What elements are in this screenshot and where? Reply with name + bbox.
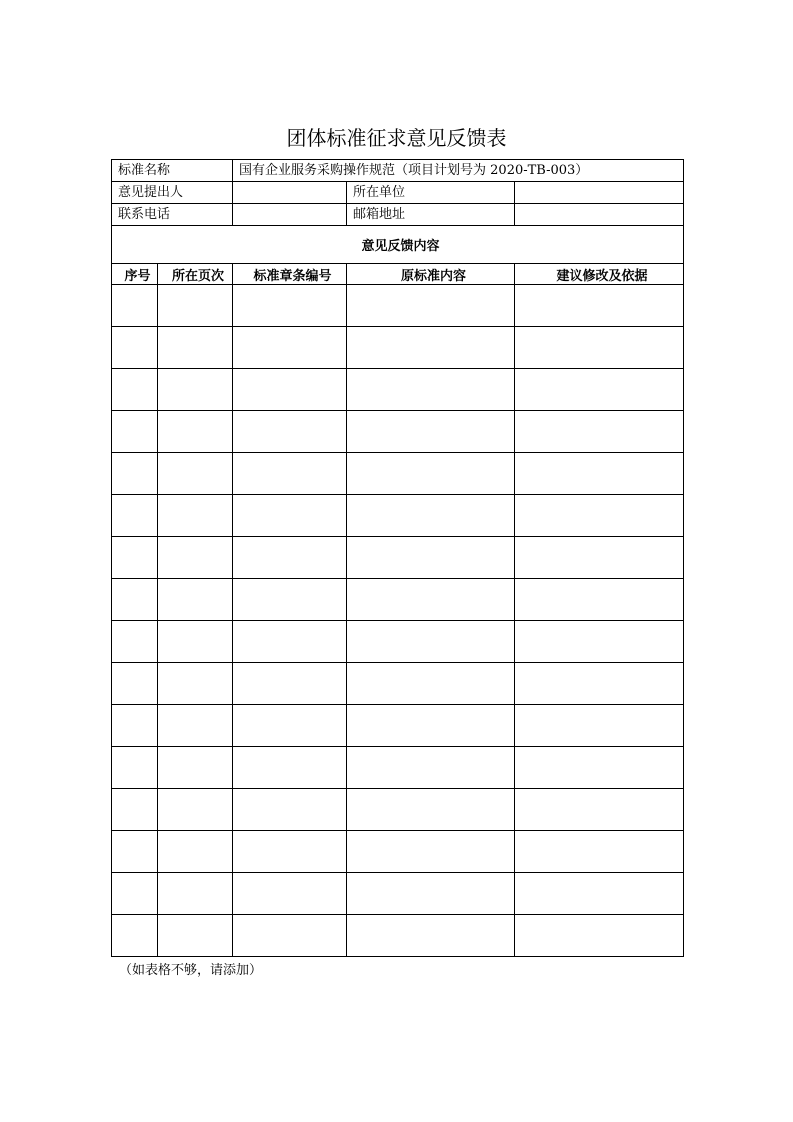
cell-clause[interactable] [233, 495, 347, 537]
cell-clause[interactable] [233, 537, 347, 579]
table-row [112, 747, 684, 789]
cell-clause[interactable] [233, 873, 347, 915]
cell-page[interactable] [158, 453, 233, 495]
proposer-label: 意见提出人 [112, 182, 233, 204]
cell-page[interactable] [158, 831, 233, 873]
cell-page[interactable] [158, 411, 233, 453]
cell-suggestion[interactable] [515, 831, 684, 873]
cell-original[interactable] [347, 537, 515, 579]
cell-clause[interactable] [233, 705, 347, 747]
cell-original[interactable] [347, 831, 515, 873]
section-title: 意见反馈内容 [112, 226, 684, 264]
table-row [112, 453, 684, 495]
cell-page[interactable] [158, 537, 233, 579]
form-title: 团体标准征求意见反馈表 [286, 126, 507, 150]
table-row [112, 495, 684, 537]
cell-suggestion[interactable] [515, 621, 684, 663]
footnote: （如表格不够，请添加） [119, 963, 263, 978]
cell-original[interactable] [347, 285, 515, 327]
email-label: 邮箱地址 [347, 204, 515, 226]
standard-name-label: 标准名称 [112, 160, 233, 182]
cell-original[interactable] [347, 453, 515, 495]
cell-suggestion[interactable] [515, 453, 684, 495]
standard-name-row [112, 160, 684, 182]
column-header-index: 序号 [112, 264, 158, 285]
email-field[interactable] [515, 204, 684, 226]
cell-index[interactable] [112, 327, 158, 369]
table-row [112, 621, 684, 663]
cell-index[interactable] [112, 621, 158, 663]
cell-page[interactable] [158, 747, 233, 789]
standard-name-value[interactable]: 国有企业服务采购操作规范（项目计划号为 2020-TB-003） [233, 160, 684, 182]
proposer-row [112, 182, 684, 204]
cell-index[interactable] [112, 831, 158, 873]
cell-clause[interactable] [233, 453, 347, 495]
unit-label: 所在单位 [347, 182, 515, 204]
cell-suggestion[interactable] [515, 705, 684, 747]
unit-field[interactable] [515, 182, 684, 204]
cell-index[interactable] [112, 285, 158, 327]
table-row [112, 873, 684, 915]
proposer-field[interactable] [233, 182, 347, 204]
cell-suggestion[interactable] [515, 411, 684, 453]
cell-clause[interactable] [233, 327, 347, 369]
cell-suggestion[interactable] [515, 789, 684, 831]
cell-original[interactable] [347, 747, 515, 789]
cell-suggestion[interactable] [515, 663, 684, 705]
cell-clause[interactable] [233, 789, 347, 831]
cell-suggestion[interactable] [515, 747, 684, 789]
cell-page[interactable] [158, 915, 233, 957]
cell-original[interactable] [347, 495, 515, 537]
cell-index[interactable] [112, 747, 158, 789]
cell-clause[interactable] [233, 747, 347, 789]
cell-suggestion[interactable] [515, 369, 684, 411]
cell-suggestion[interactable] [515, 537, 684, 579]
cell-page[interactable] [158, 873, 233, 915]
cell-page[interactable] [158, 663, 233, 705]
cell-index[interactable] [112, 579, 158, 621]
cell-original[interactable] [347, 705, 515, 747]
cell-original[interactable] [347, 327, 515, 369]
cell-original[interactable] [347, 369, 515, 411]
cell-index[interactable] [112, 705, 158, 747]
cell-page[interactable] [158, 705, 233, 747]
table-row [112, 369, 684, 411]
cell-original[interactable] [347, 411, 515, 453]
cell-suggestion[interactable] [515, 327, 684, 369]
cell-original[interactable] [347, 663, 515, 705]
cell-index[interactable] [112, 369, 158, 411]
phone-label: 联系电话 [112, 204, 233, 226]
cell-index[interactable] [112, 789, 158, 831]
cell-original[interactable] [347, 915, 515, 957]
cell-suggestion[interactable] [515, 495, 684, 537]
cell-suggestion[interactable] [515, 873, 684, 915]
cell-clause[interactable] [233, 915, 347, 957]
column-header-original: 原标准内容 [347, 264, 515, 285]
cell-page[interactable] [158, 285, 233, 327]
cell-page[interactable] [158, 369, 233, 411]
table-row [112, 831, 684, 873]
cell-clause[interactable] [233, 831, 347, 873]
cell-page[interactable] [158, 789, 233, 831]
cell-page[interactable] [158, 579, 233, 621]
table-row [112, 327, 684, 369]
column-header-page: 所在页次 [158, 264, 233, 285]
cell-page[interactable] [158, 621, 233, 663]
column-header-row [112, 264, 684, 285]
cell-index[interactable] [112, 411, 158, 453]
cell-original[interactable] [347, 621, 515, 663]
cell-original[interactable] [347, 579, 515, 621]
cell-clause[interactable] [233, 369, 347, 411]
cell-clause[interactable] [233, 411, 347, 453]
cell-clause[interactable] [233, 285, 347, 327]
section-row [112, 226, 684, 264]
cell-index[interactable] [112, 537, 158, 579]
table-row [112, 537, 684, 579]
contact-row [112, 204, 684, 226]
cell-index[interactable] [112, 453, 158, 495]
cell-suggestion[interactable] [515, 285, 684, 327]
table-row [112, 789, 684, 831]
feedback-form-table [111, 159, 684, 957]
cell-index[interactable] [112, 915, 158, 957]
cell-clause[interactable] [233, 621, 347, 663]
phone-field[interactable] [233, 204, 347, 226]
cell-index[interactable] [112, 495, 158, 537]
cell-original[interactable] [347, 789, 515, 831]
cell-index[interactable] [112, 873, 158, 915]
table-row [112, 285, 684, 327]
column-header-clause: 标准章条编号 [233, 264, 347, 285]
cell-page[interactable] [158, 495, 233, 537]
table-row [112, 411, 684, 453]
table-row [112, 915, 684, 957]
column-header-suggestion: 建议修改及依据 [515, 264, 684, 285]
cell-clause[interactable] [233, 579, 347, 621]
cell-page[interactable] [158, 327, 233, 369]
cell-clause[interactable] [233, 663, 347, 705]
cell-index[interactable] [112, 663, 158, 705]
table-row [112, 705, 684, 747]
table-row [112, 663, 684, 705]
table-row [112, 579, 684, 621]
cell-original[interactable] [347, 873, 515, 915]
cell-suggestion[interactable] [515, 915, 684, 957]
cell-suggestion[interactable] [515, 579, 684, 621]
